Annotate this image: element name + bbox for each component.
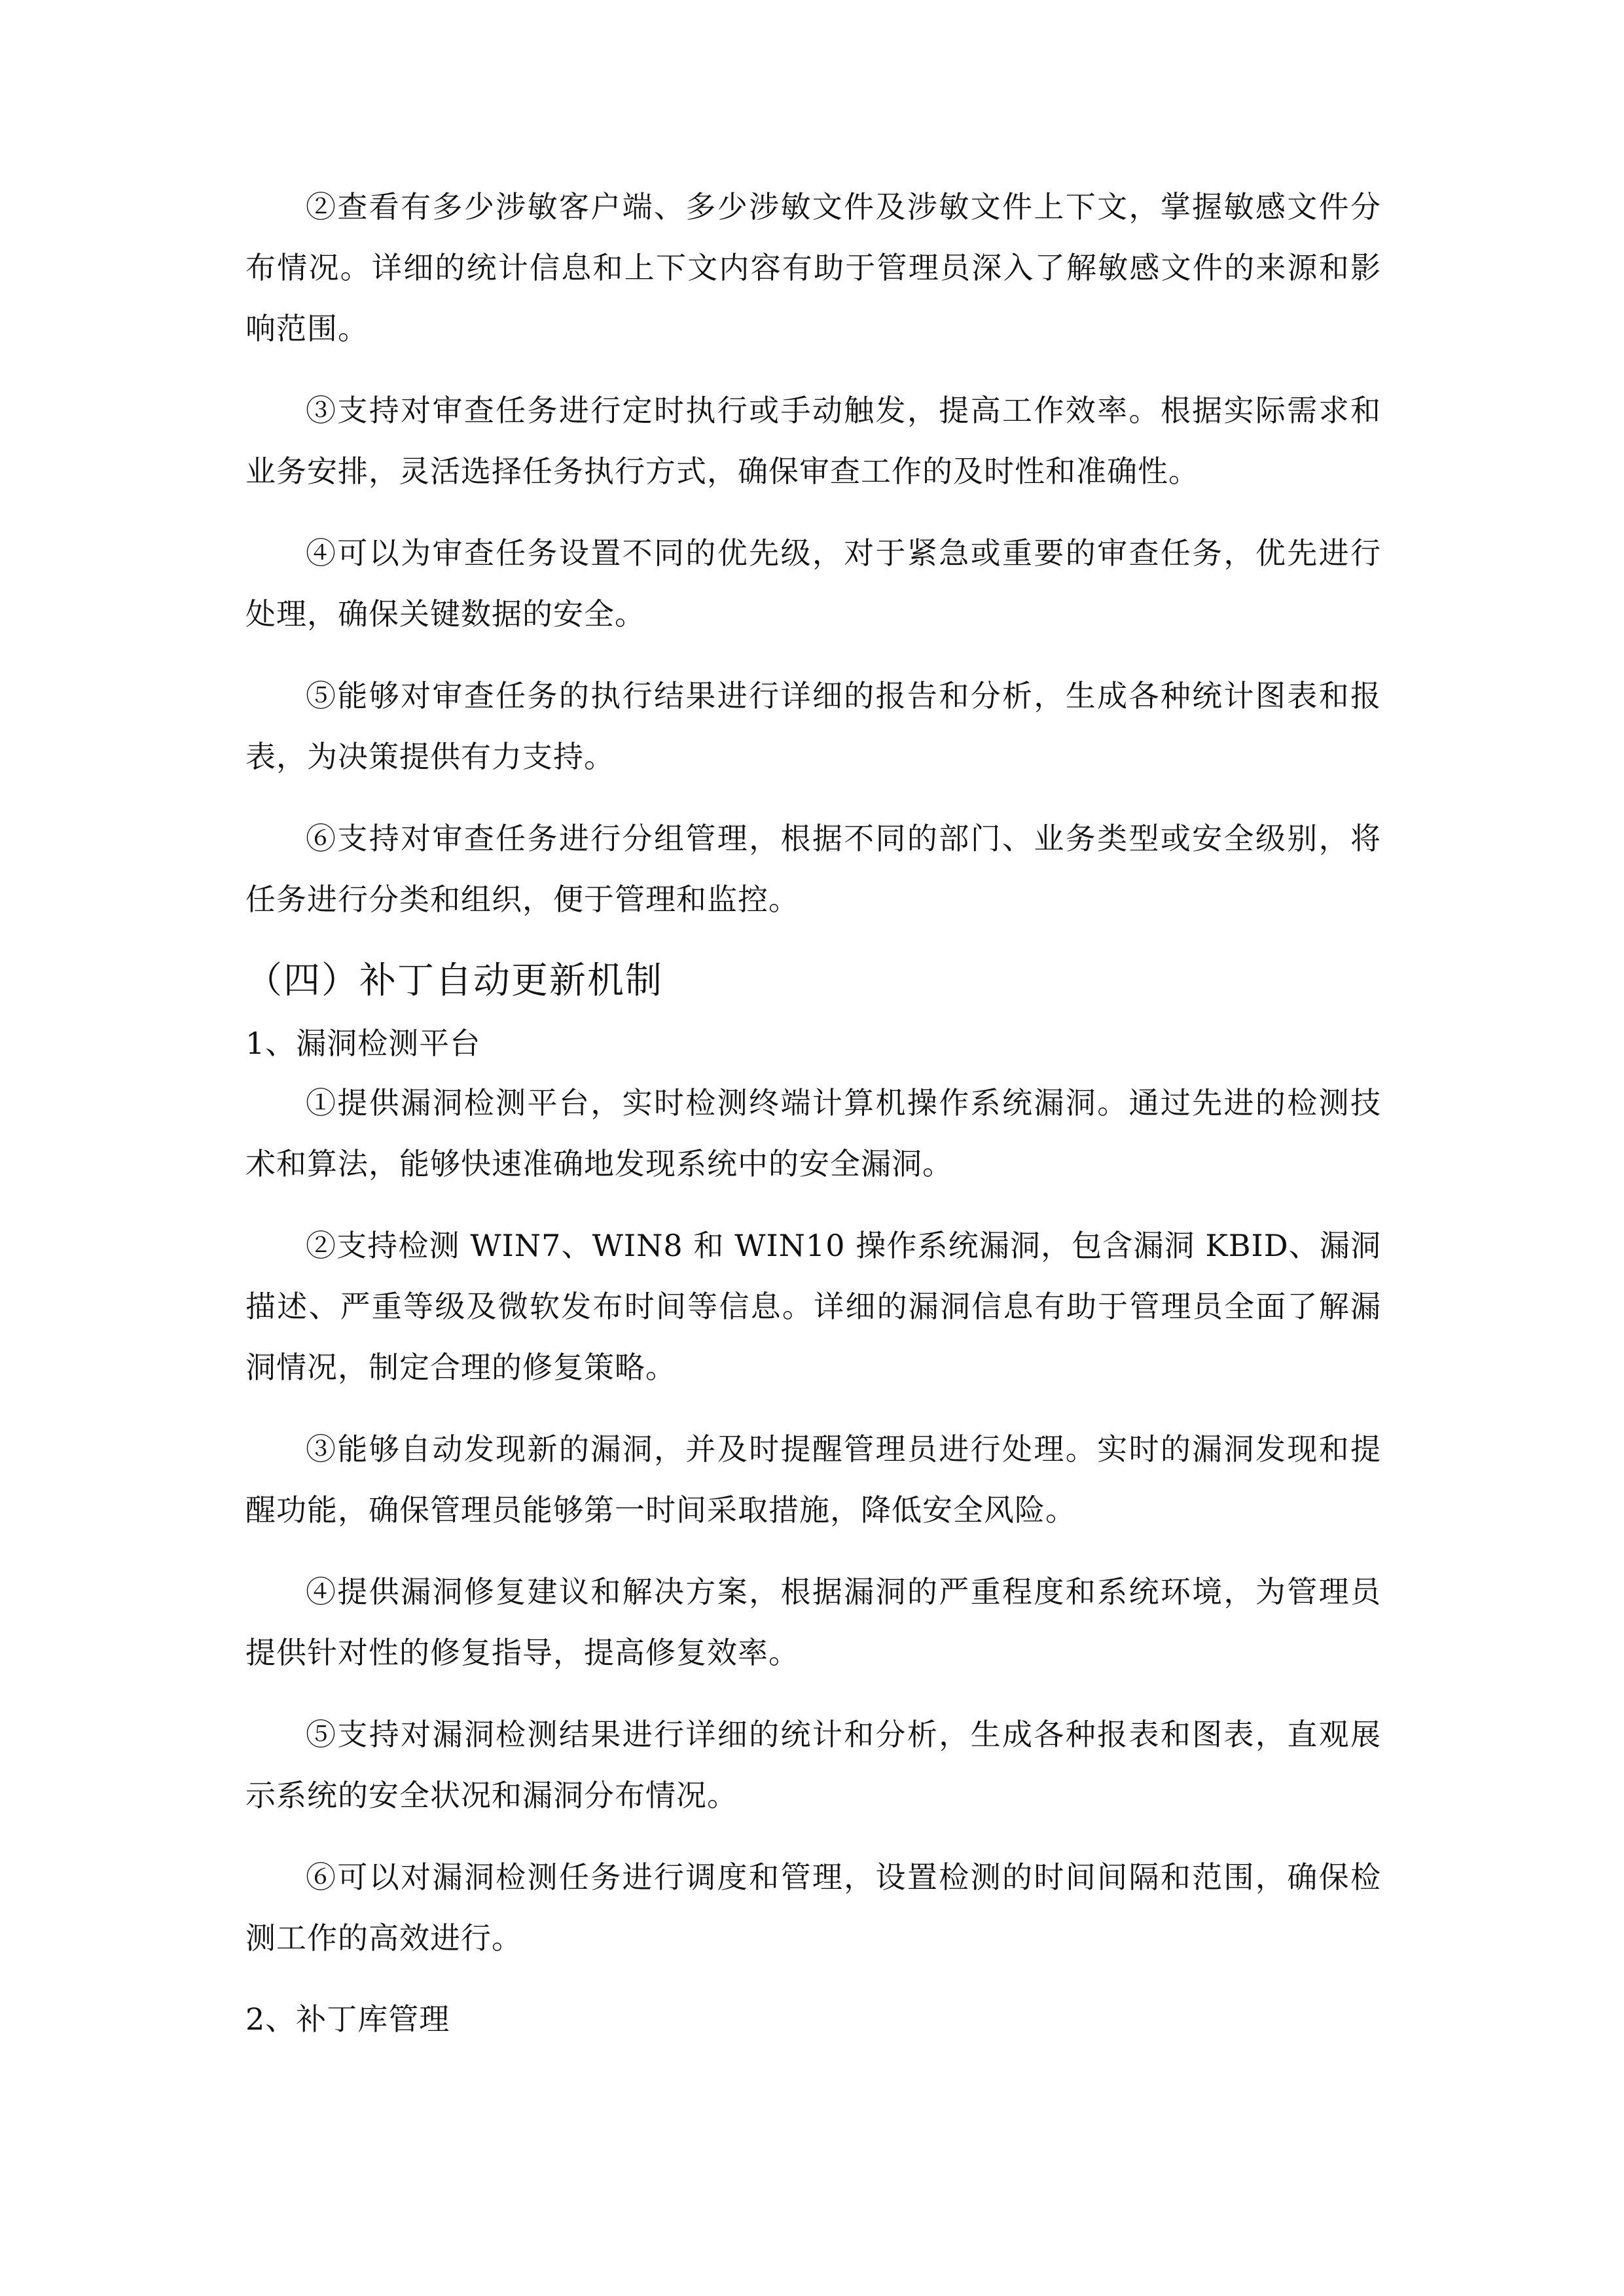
paragraph-sensitive-files: ②查看有多少涉敏客户端、多少涉敏文件及涉敏文件上下文，掌握敏感文件分布情况。详细的统计信息和上下文内容有助于管理员深入了解敏感文件的来源和影响范围。 (245, 189, 1381, 346)
paragraph-scheduled-tasks: ③支持对审查任务进行定时执行或手动触发，提高工作效率。根据实际需求和业务安排，灵活选择任务执行方式，确保审查工作的及时性和准确性。 (245, 393, 1381, 489)
sub-heading-patch-library: 2、补丁库管理 (245, 2001, 450, 2037)
section-title: （四）补丁自动更新机制 (245, 960, 663, 1002)
paragraph-vuln-platform: ①提供漏洞检测平台，实时检测终端计算机操作系统漏洞。通过先进的检测技术和算法，能够快速准确地发现系统中的安全漏洞。 (245, 1085, 1381, 1181)
paragraph-task-grouping: ⑥支持对审查任务进行分组管理，根据不同的部门、业务类型或安全级别，将任务进行分类和组织，便于管理和监控。 (245, 821, 1381, 917)
paragraph-vuln-scheduling: ⑥可以对漏洞检测任务进行调度和管理，设置检测的时间间隔和范围，确保检测工作的高效进行。 (245, 1859, 1381, 1956)
paragraph-task-reports: ⑤能够对审查任务的执行结果进行详细的报告和分析，生成各种统计图表和报表，为决策提供有力支持。 (245, 678, 1381, 774)
document-body (245, 177, 1381, 2049)
paragraph-vuln-repair-advice: ④提供漏洞修复建议和解决方案，根据漏洞的严重程度和系统环境，为管理员提供针对性的修复指导，提高修复效率。 (245, 1574, 1381, 1670)
paragraph-vuln-os-support: ②支持检测 WIN7、WIN8 和 WIN10 操作系统漏洞，包含漏洞 KBID、漏洞描述、严重等级及微软发布时间等信息。详细的漏洞信息有助于管理员全面了解漏洞情况，制定合理的修复策略。 (245, 1228, 1381, 1385)
sub-heading-vuln-platform: 1、漏洞检测平台 (245, 1026, 481, 1061)
paragraph-vuln-statistics: ⑤支持对漏洞检测结果进行详细的统计和分析，生成各种报表和图表，直观展示系统的安全状况和漏洞分布情况。 (245, 1717, 1381, 1813)
paragraph-vuln-auto-discovery: ③能够自动发现新的漏洞，并及时提醒管理员进行处理。实时的漏洞发现和提醒功能，确保管理员能够第一时间采取措施，降低安全风险。 (245, 1431, 1381, 1528)
paragraph-task-priority: ④可以为审查任务设置不同的优先级，对于紧急或重要的审查任务，优先进行处理，确保关键数据的安全。 (245, 535, 1381, 632)
